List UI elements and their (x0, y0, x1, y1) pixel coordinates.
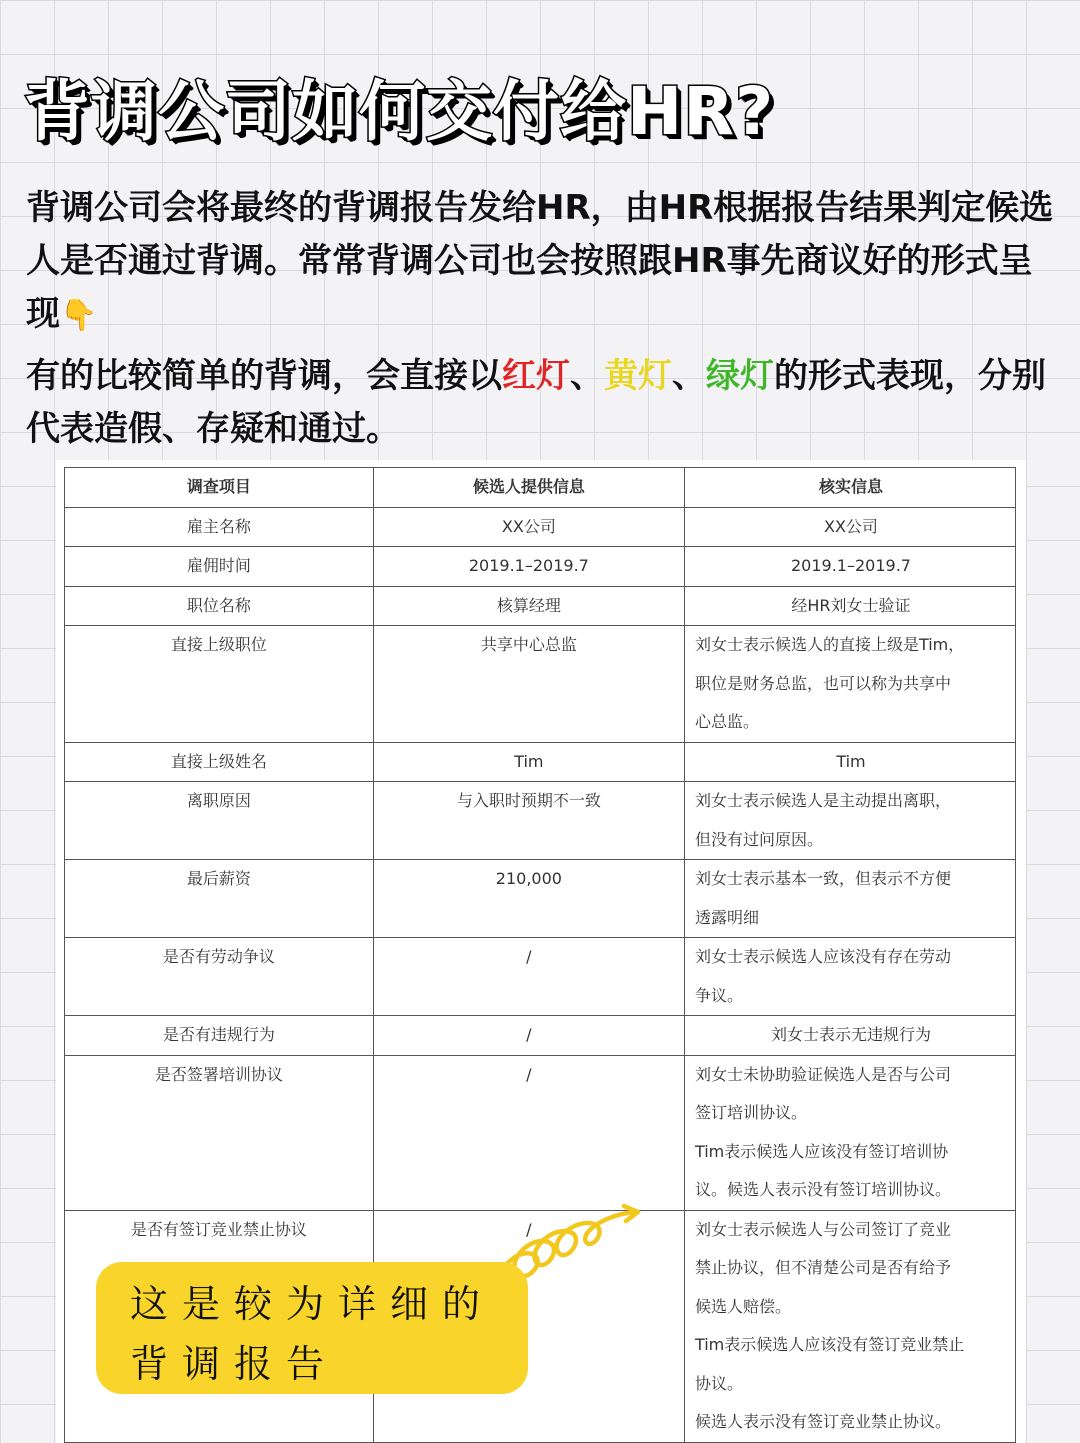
sticker-text (130, 1274, 494, 1394)
intro-text: 背调公司会将最终的背调报告发给HR，由HR根据报告结果判定候选人是否通过背调。常常背调公司也会按照跟HR事先商议好的形式呈现 (26, 188, 1054, 334)
header-item: 调查项目 (65, 468, 374, 508)
verified-info-line: 刘女士表示候选人是主动提出离职， (694, 791, 951, 810)
check-item-cell: 雇佣时间 (65, 547, 374, 587)
verified-info-line: 候选人表示没有签订竞业禁止协议。 (694, 1412, 951, 1431)
verified-info-cell (684, 507, 1015, 547)
intro-paragraph (26, 182, 1056, 342)
verified-info-line: 刘女士表示候选人应该没有存在劳动 (694, 947, 951, 966)
provided-info-cell: XX公司 (373, 507, 684, 547)
verified-info-cell (684, 860, 1015, 938)
provided-info-cell: 2019.1–2019.7 (373, 547, 684, 587)
verified-info-line: Tim表示候选人应该没有签订竞业禁止 (694, 1335, 965, 1354)
verified-info-line: 2019.1–2019.7 (790, 556, 911, 575)
check-item-cell: 是否有签订竞业禁止协议 (65, 1210, 374, 1442)
provided-info-cell: Tim (373, 742, 684, 782)
verified-info-line: XX公司 (824, 516, 878, 536)
table-row (65, 1055, 1016, 1210)
table-row (65, 742, 1016, 782)
table-row (65, 586, 1016, 626)
verified-info-cell (684, 742, 1015, 782)
table-row (65, 782, 1016, 860)
table-row (65, 507, 1016, 547)
verified-info-cell (684, 1055, 1015, 1210)
table-header-row (65, 468, 1016, 508)
verified-info-cell (684, 626, 1015, 743)
verified-info-line: 心总监。 (694, 712, 759, 731)
provided-info-cell: / (373, 1210, 684, 1442)
check-item-cell: 是否有违规行为 (65, 1016, 374, 1056)
table-row (65, 860, 1016, 938)
verified-info-cell (684, 547, 1015, 587)
traffic-text-after: 的形式表现，分别代表造假、存疑和通过。 (26, 356, 1046, 449)
verified-info-line: 但没有过问原因。 (694, 829, 823, 849)
provided-info-cell: / (373, 1016, 684, 1056)
check-item-cell: 最后薪资 (65, 860, 374, 938)
verified-info-line: 协议。 (694, 1373, 743, 1393)
check-item-cell: 直接上级姓名 (65, 742, 374, 782)
verified-info-line: 争议。 (694, 985, 743, 1005)
verified-info-line: 禁止协议，但不清楚公司是否有给予 (694, 1258, 951, 1277)
verified-info-line: Tim表示候选人应该没有签订培训协 (694, 1141, 949, 1161)
verified-info-line: 刘女士表示基本一致，但表示不方便 (694, 869, 951, 888)
check-item-cell: 是否签署培训协议 (65, 1055, 374, 1210)
provided-info-cell: 核算经理 (373, 586, 684, 626)
verified-info-line: 签订培训协议。 (694, 1103, 807, 1122)
check-item-cell: 职位名称 (65, 586, 374, 626)
table-row (65, 1016, 1016, 1056)
verified-info-line: 经HR刘女士验证 (791, 595, 911, 615)
verified-info-cell (684, 586, 1015, 626)
table-row (65, 626, 1016, 743)
verified-info-cell (684, 1016, 1015, 1056)
sticker-line-1: 这是较为详细的 (130, 1282, 495, 1326)
provided-info-cell: 共享中心总监 (373, 626, 684, 743)
provided-info-cell: 与入职时预期不一致 (373, 782, 684, 860)
check-item-cell: 雇主名称 (65, 507, 374, 547)
provided-info-cell: 210,000 (373, 860, 684, 938)
verified-info-line: 刘女士表示候选人与公司签订了竞业 (694, 1219, 951, 1239)
header-provided: 候选人提供信息 (373, 468, 684, 508)
sticker-line-2: 背调报告 (130, 1342, 339, 1386)
verified-info-cell (684, 1210, 1015, 1442)
verified-info-cell (684, 938, 1015, 1016)
table-row (65, 938, 1016, 1016)
verified-info-line: 刘女士表示候选人的直接上级是Tim， (694, 635, 965, 654)
green-light-label: 绿灯 (706, 356, 774, 396)
traffic-light-paragraph (26, 350, 1056, 456)
verified-info-line: 议。候选人表示没有签订培训协议。 (694, 1180, 951, 1199)
separator: 、 (672, 356, 706, 396)
yellow-light-label: 黄灯 (604, 356, 672, 396)
provided-info-cell: / (373, 938, 684, 1016)
traffic-text-before: 有的比较简单的背调，会直接以 (26, 356, 502, 396)
check-item-cell: 是否有劳动争议 (65, 938, 374, 1016)
header-verified: 核实信息 (684, 468, 1015, 508)
verified-info-cell (684, 782, 1015, 860)
provided-info-cell: / (373, 1055, 684, 1210)
verified-info-line: 透露明细 (694, 907, 759, 927)
red-light-label: 红灯 (502, 356, 570, 396)
pointing-down-icon: 👇 (60, 298, 98, 333)
check-item-cell: 离职原因 (65, 782, 374, 860)
verified-info-line: 刘女士表示无违规行为 (770, 1025, 931, 1044)
verified-info-line: Tim (836, 751, 866, 771)
check-item-cell: 直接上级职位 (65, 626, 374, 743)
verified-info-line: 候选人赔偿。 (694, 1296, 791, 1316)
verified-info-line: 刘女士未协助验证候选人是否与公司 (694, 1064, 951, 1084)
verified-info-line: 职位是财务总监，也可以称为共享中 (694, 673, 951, 693)
page-title: 背调公司如何交付给HR? (24, 73, 775, 150)
highlight-sticker (96, 1262, 528, 1394)
separator: 、 (570, 356, 604, 396)
table-row (65, 547, 1016, 587)
